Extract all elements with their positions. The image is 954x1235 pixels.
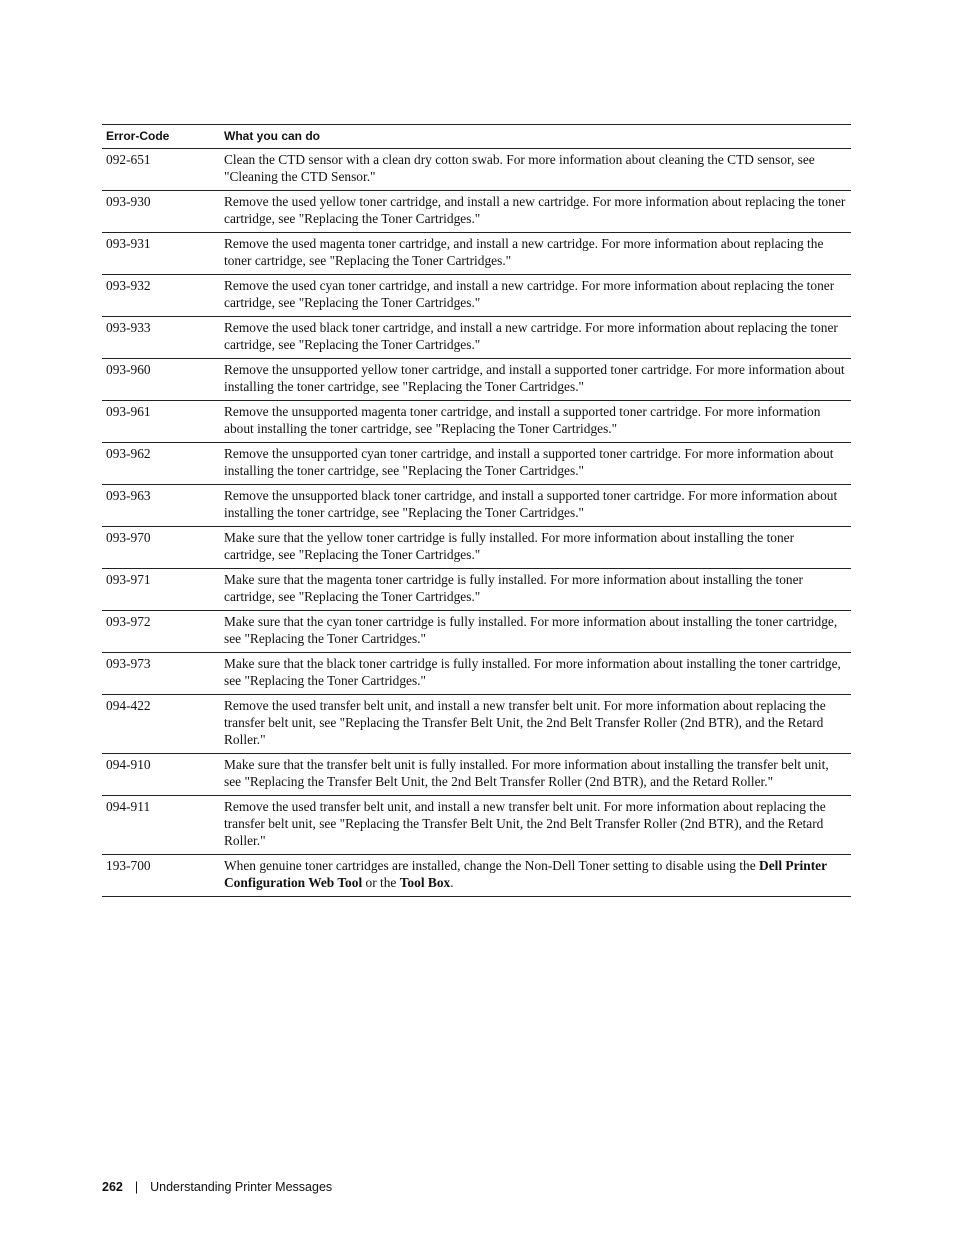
action-description-cell: Remove the used black toner cartridge, and install a new cartridge. For more information about replacing the toner cartridge, see "Replacing the Toner Cartridges." <box>220 317 851 359</box>
text-segment: or the <box>362 875 400 890</box>
table-row <box>102 855 851 897</box>
table-row <box>102 443 851 485</box>
action-description-cell: Make sure that the cyan toner cartridge is fully installed. For more information about installing the toner cartridge, see "Replacing the Toner Cartridges." <box>220 611 851 653</box>
error-code-cell: 094-911 <box>102 796 220 855</box>
footer-separator: | <box>134 1180 139 1194</box>
table-header-row <box>102 125 851 149</box>
action-description-cell: Remove the used transfer belt unit, and install a new transfer belt unit. For more information about replacing the transfer belt unit, see "Replacing the Transfer Belt Unit, the 2nd Belt Transfer Roller (2nd BTR), and the Retard Roller." <box>220 796 851 855</box>
action-description-cell: Remove the unsupported cyan toner cartridge, and install a supported toner cartridge. For more information about installing the toner cartridge, see "Replacing the Toner Cartridges." <box>220 443 851 485</box>
error-code-cell: 093-932 <box>102 275 220 317</box>
action-description-cell: Make sure that the magenta toner cartridge is fully installed. For more information about installing the toner cartridge, see "Replacing the Toner Cartridges." <box>220 569 851 611</box>
table-row <box>102 401 851 443</box>
action-description-cell: Make sure that the transfer belt unit is fully installed. For more information about installing the transfer belt unit, see "Replacing the Transfer Belt Unit, the 2nd Belt Transfer Roller (2nd BTR), and the Retard Roller." <box>220 754 851 796</box>
table-row <box>102 149 851 191</box>
text-segment: When genuine toner cartridges are installed, change the Non-Dell Toner setting to disable using the <box>224 858 760 873</box>
action-description-cell: Remove the used transfer belt unit, and install a new transfer belt unit. For more information about replacing the transfer belt unit, see "Replacing the Transfer Belt Unit, the 2nd Belt Transfer Roller (2nd BTR), and the Retard Roller." <box>220 695 851 754</box>
error-code-cell: 093-962 <box>102 443 220 485</box>
table-row <box>102 233 851 275</box>
column-header-error-code: Error-Code <box>102 125 220 149</box>
error-code-cell: 093-930 <box>102 191 220 233</box>
page-number: 262 <box>102 1180 123 1194</box>
error-code-cell: 093-972 <box>102 611 220 653</box>
table-row <box>102 754 851 796</box>
error-code-cell: 094-422 <box>102 695 220 754</box>
table-row <box>102 695 851 754</box>
table-row <box>102 653 851 695</box>
error-code-cell: 093-931 <box>102 233 220 275</box>
action-description-cell: Make sure that the black toner cartridge is fully installed. For more information about installing the toner cartridge, see "Replacing the Toner Cartridges." <box>220 653 851 695</box>
error-code-table <box>102 124 851 897</box>
error-code-cell: 193-700 <box>102 855 220 897</box>
bold-text-segment: Tool Box <box>399 875 451 890</box>
action-description-cell: Make sure that the yellow toner cartridge is fully installed. For more information about installing the toner cartridge, see "Replacing the Toner Cartridges." <box>220 527 851 569</box>
table-body <box>102 149 851 897</box>
section-title: Understanding Printer Messages <box>150 1180 333 1194</box>
error-code-cell: 093-971 <box>102 569 220 611</box>
action-description-cell <box>220 855 851 897</box>
table-row <box>102 527 851 569</box>
action-description-cell: Remove the used yellow toner cartridge, and install a new cartridge. For more information about replacing the toner cartridge, see "Replacing the Toner Cartridges." <box>220 191 851 233</box>
error-code-cell: 093-963 <box>102 485 220 527</box>
error-code-cell: 093-960 <box>102 359 220 401</box>
table-row <box>102 275 851 317</box>
column-header-what-you-can-do: What you can do <box>220 125 851 149</box>
table-row <box>102 796 851 855</box>
table-row <box>102 569 851 611</box>
error-code-cell: 092-651 <box>102 149 220 191</box>
action-description-cell: Clean the CTD sensor with a clean dry cotton swab. For more information about cleaning the CTD sensor, see "Cleaning the CTD Sensor." <box>220 149 851 191</box>
table-row <box>102 317 851 359</box>
error-code-cell: 093-961 <box>102 401 220 443</box>
table-row <box>102 191 851 233</box>
text-segment: . <box>450 875 454 890</box>
page-footer <box>102 1180 332 1194</box>
table-row <box>102 611 851 653</box>
action-description-cell: Remove the unsupported black toner cartridge, and install a supported toner cartridge. For more information about installing the toner cartridge, see "Replacing the Toner Cartridges." <box>220 485 851 527</box>
error-code-cell: 093-933 <box>102 317 220 359</box>
action-description-cell: Remove the unsupported magenta toner cartridge, and install a supported toner cartridge. For more information about installing the toner cartridge, see "Replacing the Toner Cartridges." <box>220 401 851 443</box>
action-description-cell: Remove the used cyan toner cartridge, and install a new cartridge. For more information about replacing the toner cartridge, see "Replacing the Toner Cartridges." <box>220 275 851 317</box>
action-description-cell: Remove the used magenta toner cartridge, and install a new cartridge. For more information about replacing the toner cartridge, see "Replacing the Toner Cartridges." <box>220 233 851 275</box>
table-row <box>102 359 851 401</box>
action-description-cell: Remove the unsupported yellow toner cartridge, and install a supported toner cartridge. For more information about installing the toner cartridge, see "Replacing the Toner Cartridges." <box>220 359 851 401</box>
error-code-cell: 093-970 <box>102 527 220 569</box>
bold-text-segment: Dell Printer Configuration Web Tool <box>224 858 827 890</box>
error-code-cell: 094-910 <box>102 754 220 796</box>
table-row <box>102 485 851 527</box>
error-code-cell: 093-973 <box>102 653 220 695</box>
